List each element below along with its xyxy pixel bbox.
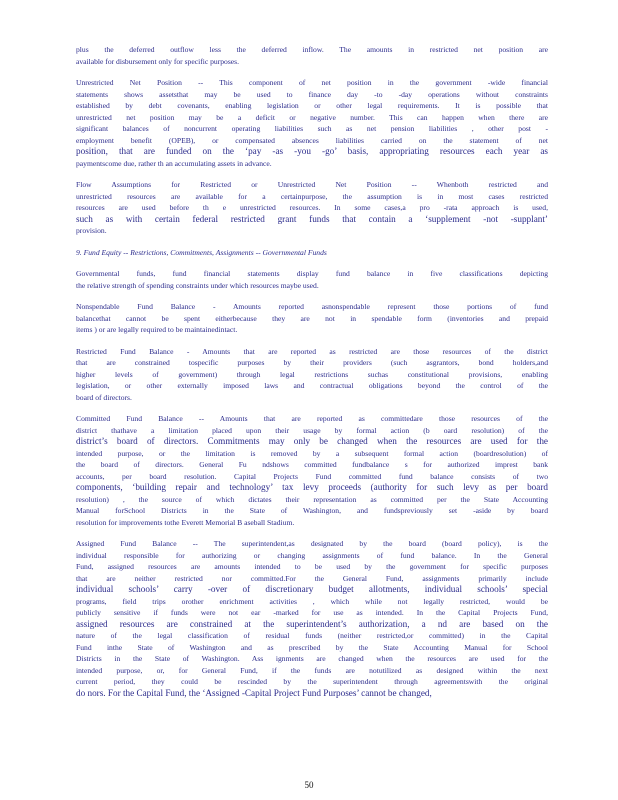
- text-line: provision.: [76, 226, 107, 235]
- text-line: Nonspendable Fund Balance - Amounts reported asnonspendable represent those portions of fund: [76, 302, 548, 311]
- text-line: unrestricted net position may be a deficit or negative number. This can happen when there are: [76, 112, 548, 122]
- text-line: Committed Fund Balance -- Amounts that are reported as committedare those resources of the: [76, 414, 548, 423]
- text-line: Fund, assigned resources are amounts intended to be used by the government for specific purposes: [76, 562, 548, 571]
- text-line: board of directors.: [76, 392, 132, 402]
- text-line: significant balances of noncurrent operating liabilities such as net pension liabilities , other post -: [76, 124, 548, 133]
- text-line: programs, field trips orother enrichment activities , which while not legally restricted, would be: [76, 596, 548, 606]
- section-heading: [76, 247, 548, 259]
- text-line: nature of the legal classification of residual funds (neither restricted,or committed) in the Capital: [76, 631, 548, 640]
- text-line: individual schools’ carry -over of discretionary budget allotments, individual schools’ special: [76, 584, 548, 594]
- text-line: Fund inthe State of Washington and as prescribed by the State Accounting Manual for School: [76, 642, 548, 652]
- text-line: resources are used before th e unrestricted resources. In some cases,a pro -rata approach is used,: [76, 203, 548, 212]
- document-body: [76, 44, 548, 709]
- text-line: accounts, per board resolution. Capital Projects Fund committed fund balance consists of two: [76, 471, 548, 481]
- text-line: resolution for improvements tothe Everett Memorial B aseball Stadium.: [76, 517, 295, 527]
- text-line: position, that are funded on the ‘pay -as -you -go’ basis, appropriating resources each year as: [76, 146, 548, 156]
- text-line: Assigned Fund Balance -- The superintendent,as designated by the board (board policy), is the: [76, 539, 548, 548]
- text-line: Unrestricted Net Position -- This component of net position in the government -wide financial: [76, 78, 548, 87]
- text-line: assigned resources are constrained at the superintendent’s authorization, a nd are based on the: [76, 618, 548, 629]
- text-line: the relative strength of spending constraints under which resources maybe used.: [76, 280, 319, 290]
- text-line: Districts in the State of Washington. Ass ignments are changed when the resources are used for the: [76, 654, 548, 663]
- paragraph: [76, 301, 548, 336]
- text-line: established by debt covenants, enabling legislation or other legal requirements. It is possible that: [76, 101, 548, 110]
- text-line: legislation, or other externally imposed laws and contractual obligations beyond the control of the: [76, 381, 548, 390]
- text-line: available for disbursement only for specific purposes.: [76, 56, 240, 66]
- text-line: higher levels of government) through legal restrictions suchas constitutional provisions, enabling: [76, 369, 548, 379]
- text-line: Restricted Fund Balance - Amounts that are reported as restricted are those resources of the district: [76, 346, 548, 356]
- paragraph: [76, 179, 548, 237]
- text-line: intended purpose, or the limitation is removed by a subsequent formal action (boardresolution) of: [76, 448, 548, 458]
- text-line: items ) or are legally required to be maintainedintact.: [76, 325, 238, 334]
- text-line: plus the deferred outflow less the deferred inflow. The amounts in restricted net position are: [76, 45, 548, 54]
- text-line: the board of directors. General Fu ndshows committed fundbalance s for authorized imprest bank: [76, 460, 548, 469]
- text-line: Manual forSchool Districts in the State of Washington, and fundspreviously set -aside by board: [76, 506, 548, 515]
- text-line: individual responsible for authorizing or changing assignments of fund balance. In the General: [76, 550, 548, 560]
- text-line: Flow Assumptions for Restricted or Unrestricted Net Position -- Whenboth restricted and: [76, 180, 548, 189]
- text-line: balancethat cannot be spent eitherbecause they are not in spendable form (inventories and prepaid: [76, 313, 548, 323]
- paragraph: [76, 538, 548, 699]
- text-line: resolution) , the source of which dictates their representation as committed per the State Accounting: [76, 494, 548, 504]
- text-line: such as with certain federal restricted grant funds that contain a ‘supplement -not -supplant’: [76, 213, 548, 224]
- text-line: current period, they could be rescinded by the superintendent through agreementswith the original: [76, 677, 548, 686]
- paragraph: [76, 413, 548, 528]
- text-line: paymentscome due, rather th an accumulating assets in advance.: [76, 158, 272, 168]
- text-line: publicly sensitive if funds were not ear -marked for use as intended. In the Capital Projects Fund,: [76, 608, 548, 617]
- text-line: Governmental funds, fund financial statements display fund balance in five classifications depicting: [76, 269, 548, 278]
- text-line: employment benefit (OPEB), or compensated absences liabilities carried on the statement of net: [76, 135, 548, 145]
- paragraph: [76, 268, 548, 291]
- paragraph: [76, 44, 548, 67]
- page-number: 50: [304, 780, 314, 790]
- text-line: district’s board of directors. Commitments may only be changed when the resources are used for the: [76, 436, 548, 446]
- text-line: unrestricted resources are available for a certainpurpose, the assumption is in most cases restricted: [76, 191, 548, 201]
- text-line: district thathave a limitation placed upon their usage by formal action (b oard resolution) of the: [76, 425, 548, 435]
- text-line: that are neither restricted nor committed.For the General Fund, assignments primarily include: [76, 573, 548, 583]
- text-line: statements shows assetsthat may be used to finance day -to -day operations without constraints: [76, 89, 548, 99]
- paragraph: [76, 77, 548, 169]
- text-line: components, ‘building repair and technology’ tax levy proceeds (authority for such levy as per board: [76, 482, 548, 492]
- text-line: do nors. For the Capital Fund, the ‘Assigned -Capital Project Fund Purposes’ cannot be changed,: [76, 687, 432, 698]
- text-line: intended purpose, or, for General Fund, if the funds are notutilized as designed within the next: [76, 665, 548, 675]
- paragraph: [76, 346, 548, 404]
- text-line: 9. Fund Equity -- Restrictions, Commitments, Assignments -- Governmental Funds: [76, 247, 327, 257]
- text-line: that are constrained tospecific purposes by their providers (such asgrantors, bond holders,and: [76, 358, 548, 367]
